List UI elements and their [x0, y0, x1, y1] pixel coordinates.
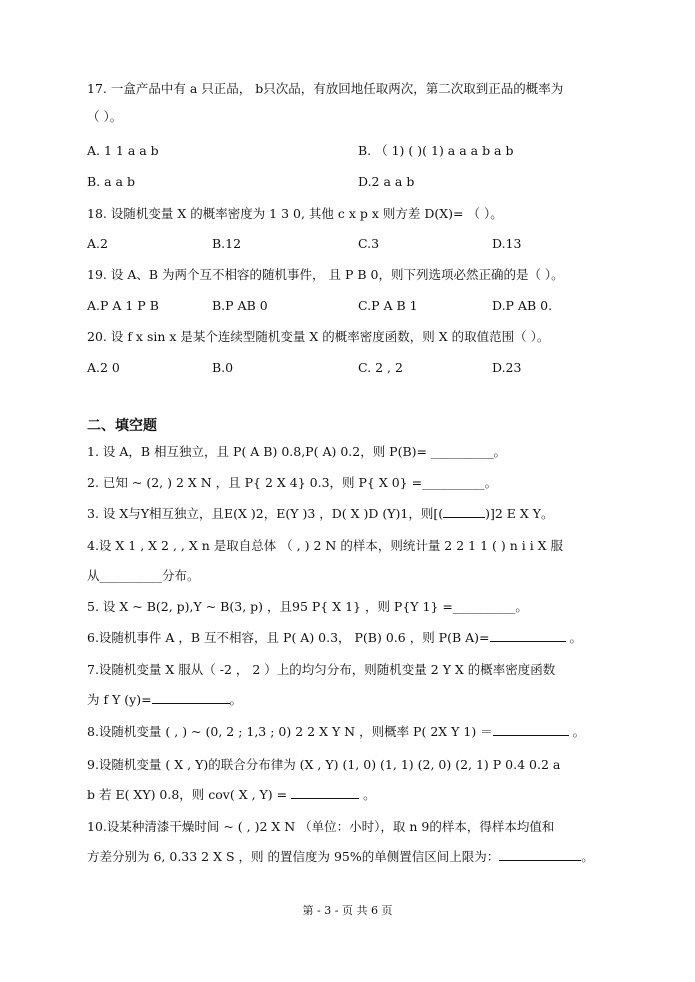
fill-q8-end: 。 — [568, 724, 586, 739]
fill-q3-text: 3. 设 X与Y相互独立，且E(X )2，E(Y )3 ，D( X )D (Y)1，则[( — [87, 506, 444, 521]
fill-q10-text: 方差分别为 6, 0.33 2 X S ，则 的置信度为 95%的单侧置信区间上限为： — [87, 849, 500, 864]
fill-q3 — [87, 505, 554, 523]
q18-option-a: A.2 — [87, 236, 108, 251]
fill-q4-text: 从 — [87, 568, 100, 583]
fill-q10-end: 。 — [581, 849, 594, 864]
q20-option-c: C. 2 , 2 — [358, 360, 403, 375]
fill-q1-text: 1. 设 A，B 相互独立，且 P( A B) 0.8,P( A) 0.2，则 P(B)= — [87, 444, 431, 459]
fill-q1 — [87, 443, 506, 461]
fill-q7-blank[interactable] — [152, 691, 230, 704]
fill-q4-line2 — [87, 567, 200, 585]
fill-q8 — [87, 723, 585, 741]
fill-q9-line1: 9.设随机变量 ( X , Y)的联合分布律为 (X , Y) (1, 0) (1, 1) (2, 0) (2, 1) P 0.4 0.2 a — [87, 757, 561, 772]
fill-q9-text: b 若 E( XY) 0.8，则 cov( X , Y) = — [87, 787, 292, 802]
fill-q2-blank[interactable]: __________ — [422, 475, 485, 490]
q17-stem: 17. 一盒产品中有 a 只正品， b只次品，有放回地任取两次，第二次取到正品的概率为 — [87, 81, 564, 96]
fill-q5 — [87, 598, 528, 616]
q18-option-c: C.3 — [358, 236, 380, 251]
fill-q3-end: )]2 E X Y。 — [485, 506, 554, 521]
fill-q2-end: 。 — [484, 475, 498, 490]
fill-q8-text: 8.设随机变量 ( , ) ~ (0, 2 ; 1,3 ; 0) 2 2 X Y N ，则概率 P( 2X Y 1) ＝ — [87, 724, 493, 739]
fill-q5-end: 。 — [515, 599, 528, 614]
fill-q9-blank[interactable] — [291, 786, 359, 799]
fill-q10-blank[interactable] — [499, 848, 581, 861]
fill-q5-blank[interactable]: __________ — [452, 599, 516, 614]
q20-option-d: D.23 — [492, 360, 522, 375]
q18-stem: 18. 设随机变量 X 的概率密度为 1 3 0, 其他 c x p x 则方差 D(X)= （ ）。 — [87, 206, 503, 221]
fill-q4-blank[interactable]: __________ — [99, 568, 163, 583]
q19-option-c: C.P A B 1 — [358, 298, 418, 313]
fill-q6-text: 6.设随机事件 A ，B 互不相容，且 P( A) 0.3， P(B) 0.6 ，则 P(B A)= — [87, 630, 490, 645]
fill-q2 — [87, 474, 497, 492]
fill-q4-end: 分布。 — [162, 568, 200, 583]
fill-q2-text: 2. 已知 ~ (2, ) 2 X N ，且 P{ 2 X 4} 0.3，则 P{ X 0} = — [87, 475, 423, 490]
q17-option-c: B. a a b — [87, 174, 135, 189]
fill-q6-end: 。 — [565, 630, 582, 645]
q19-option-b: B.P AB 0 — [212, 298, 268, 313]
fill-q1-end: 。 — [493, 444, 506, 459]
fill-q4-line1: 4.设 X 1 , X 2 , , X n 是取自总体 （ , ) 2 N 的样本，则统计量 2 2 1 1 ( ) n i i X 服 — [87, 538, 564, 553]
fill-q9-line2 — [87, 786, 376, 804]
q18-option-b: B.12 — [212, 236, 242, 251]
fill-q8-blank[interactable] — [493, 723, 569, 736]
fill-q7-end: 。 — [229, 692, 243, 707]
fill-q7-line1: 7.设随机变量 X 服从（ -2 ， 2 ）上的均匀分布，则随机变量 2 Y X 的概率密度函数 — [87, 662, 556, 677]
fill-q5-text: 5. 设 X ~ B(2, p),Y ~ B(3, p) ，且95 P{ X 1} ，则 P{Y 1} = — [87, 599, 453, 614]
q17-option-d: D.2 a a b — [358, 174, 415, 189]
fill-q7-line2 — [87, 691, 242, 709]
q18-option-d: D.13 — [492, 236, 522, 251]
q20-option-b: B.0 — [212, 360, 234, 375]
page-footer: 第 - 3 - 页 共 6 页 — [302, 904, 393, 917]
section-heading-fill-in: 二、填空题 — [87, 418, 157, 434]
fill-q9-end: 。 — [359, 787, 376, 802]
q19-option-a: A.P A 1 P B — [87, 298, 159, 313]
fill-q10-line1: 10.设某种清漆干燥时间 ~ ( , )2 X N （单位：小时），取 n 9的样本，得样本均值和 — [87, 819, 555, 834]
q20-stem: 20. 设 f x sin x 是某个连续型随机变量 X 的概率密度函数，则 X 的取值范围（ ）。 — [87, 329, 550, 344]
q20-option-a: A.2 0 — [87, 360, 120, 375]
fill-q6-blank[interactable] — [490, 629, 566, 642]
q17-option-b: B. （ 1) ( )( 1) a a a b a b — [358, 143, 514, 158]
q17-option-a: A. 1 1 a a b — [87, 143, 159, 158]
fill-q3-blank[interactable] — [443, 505, 485, 518]
fill-q1-blank[interactable]: __________ — [430, 444, 494, 459]
fill-q10-line2 — [87, 848, 594, 866]
q19-option-d: D.P AB 0. — [492, 298, 553, 313]
q17-answer-paren: （ ）。 — [87, 109, 123, 124]
fill-q6 — [87, 629, 582, 647]
q19-stem: 19. 设 A、B 为两个互不相容的随机事件， 且 P B 0，则下列选项必然正确的是（ ）。 — [87, 267, 564, 282]
fill-q7-text: 为 f Y (y)= — [87, 692, 152, 707]
